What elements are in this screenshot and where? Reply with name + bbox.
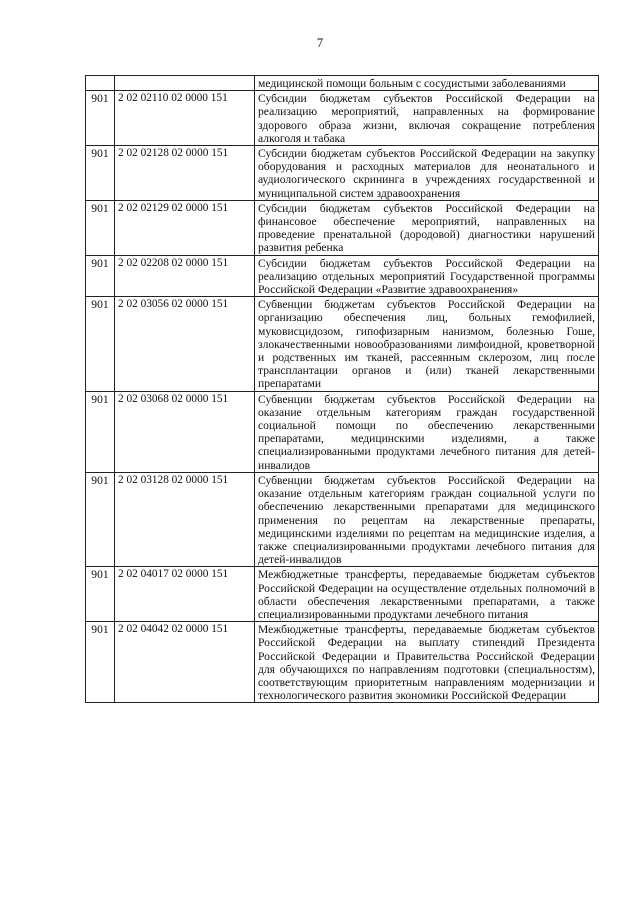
description-cell: Субсидии бюджетам субъектов Российской Федерации на реализацию мероприятий, направленных на формирование здорового образа жизни, включая сокращение потребления алкоголя и табака bbox=[255, 91, 599, 146]
admin-code-cell: 901 bbox=[86, 567, 115, 622]
budget-revenue-table bbox=[85, 75, 599, 703]
admin-code-cell bbox=[86, 76, 115, 91]
budget-code-cell: 2 02 03056 02 0000 151 bbox=[115, 297, 255, 391]
budget-code-cell bbox=[115, 76, 255, 91]
table-row bbox=[86, 391, 599, 472]
admin-code-cell: 901 bbox=[86, 297, 115, 391]
description-cell: Межбюджетные трансферты, передаваемые бюджетам субъектов Российской Федерации на выплату стипендий Президента Российской Федерации и Правительства Российской Федерации для обучающихся по направлениям подготовки (специальностям), соответствующим приоритетным направлениям модернизации и технологического развития экономики Российской Федерации bbox=[255, 622, 599, 703]
description-cell: Субвенции бюджетам субъектов Российской Федерации на оказание отдельным категориям граждан государственной социальной помощи по обеспечению лекарственными препаратами, медицинскими изделиями, а также специализированными продуктами лечебного питания для детей-инвалидов bbox=[255, 391, 599, 472]
budget-code-cell: 2 02 03068 02 0000 151 bbox=[115, 391, 255, 472]
admin-code-cell: 901 bbox=[86, 91, 115, 146]
table-row bbox=[86, 472, 599, 566]
page-number: 7 bbox=[316, 36, 324, 50]
budget-code-cell: 2 02 02110 02 0000 151 bbox=[115, 91, 255, 146]
table-row bbox=[86, 622, 599, 703]
table-row bbox=[86, 200, 599, 255]
admin-code-cell: 901 bbox=[86, 472, 115, 566]
description-cell: Субвенции бюджетам субъектов Российской Федерации на оказание отдельным категориям граждан социальной услуги по обеспечению лекарственными препаратами для медицинского применения по рецептам на лекарственные препараты, медицинскими изделиями по рецептам на медицинские изделия, а также специализированными продуктами лечебного питания для детей-инвалидов bbox=[255, 472, 599, 566]
description-cell: Субсидии бюджетам субъектов Российской Федерации на реализацию отдельных мероприятий Государственной программы Российской Федерации «Развитие здравоохранения» bbox=[255, 255, 599, 297]
description-cell: медицинской помощи больным с сосудистыми заболеваниями bbox=[255, 76, 599, 91]
table-row bbox=[86, 76, 599, 91]
budget-code-cell: 2 02 02208 02 0000 151 bbox=[115, 255, 255, 297]
description-cell: Субвенции бюджетам субъектов Российской Федерации на организацию обеспечения лиц, больных гемофилией, муковисцидозом, гипофизарным нанизмом, болезнью Гоше, злокачественными новообразованиями лимфоидной, кроветворной и родственных им тканей, рассеянным склерозом, лиц после трансплантации органов и (или) тканей лекарственными препаратами bbox=[255, 297, 599, 391]
table-row bbox=[86, 567, 599, 622]
admin-code-cell: 901 bbox=[86, 200, 115, 255]
admin-code-cell: 901 bbox=[86, 146, 115, 201]
description-cell: Субсидии бюджетам субъектов Российской Федерации на финансовое обеспечение мероприятий, направленных на проведение пренатальной (дородовой) диагностики нарушений развития ребенка bbox=[255, 200, 599, 255]
description-cell: Субсидии бюджетам субъектов Российской Федерации на закупку оборудования и расходных материалов для неонатального и аудиологического скрининга в учреждениях государственной и муниципальной систем здравоохранения bbox=[255, 146, 599, 201]
table-row bbox=[86, 91, 599, 146]
table-row bbox=[86, 297, 599, 391]
budget-code-cell: 2 02 02128 02 0000 151 bbox=[115, 146, 255, 201]
admin-code-cell: 901 bbox=[86, 255, 115, 297]
admin-code-cell: 901 bbox=[86, 391, 115, 472]
table-row bbox=[86, 255, 599, 297]
budget-code-cell: 2 02 04017 02 0000 151 bbox=[115, 567, 255, 622]
budget-code-cell: 2 02 03128 02 0000 151 bbox=[115, 472, 255, 566]
budget-code-cell: 2 02 02129 02 0000 151 bbox=[115, 200, 255, 255]
table-row bbox=[86, 146, 599, 201]
admin-code-cell: 901 bbox=[86, 622, 115, 703]
budget-code-cell: 2 02 04042 02 0000 151 bbox=[115, 622, 255, 703]
description-cell: Межбюджетные трансферты, передаваемые бюджетам субъектов Российской Федерации на осуществление отдельных полномочий в области обеспечения лекарственными препаратами, а также специализированными продуктами лечебного питания bbox=[255, 567, 599, 622]
